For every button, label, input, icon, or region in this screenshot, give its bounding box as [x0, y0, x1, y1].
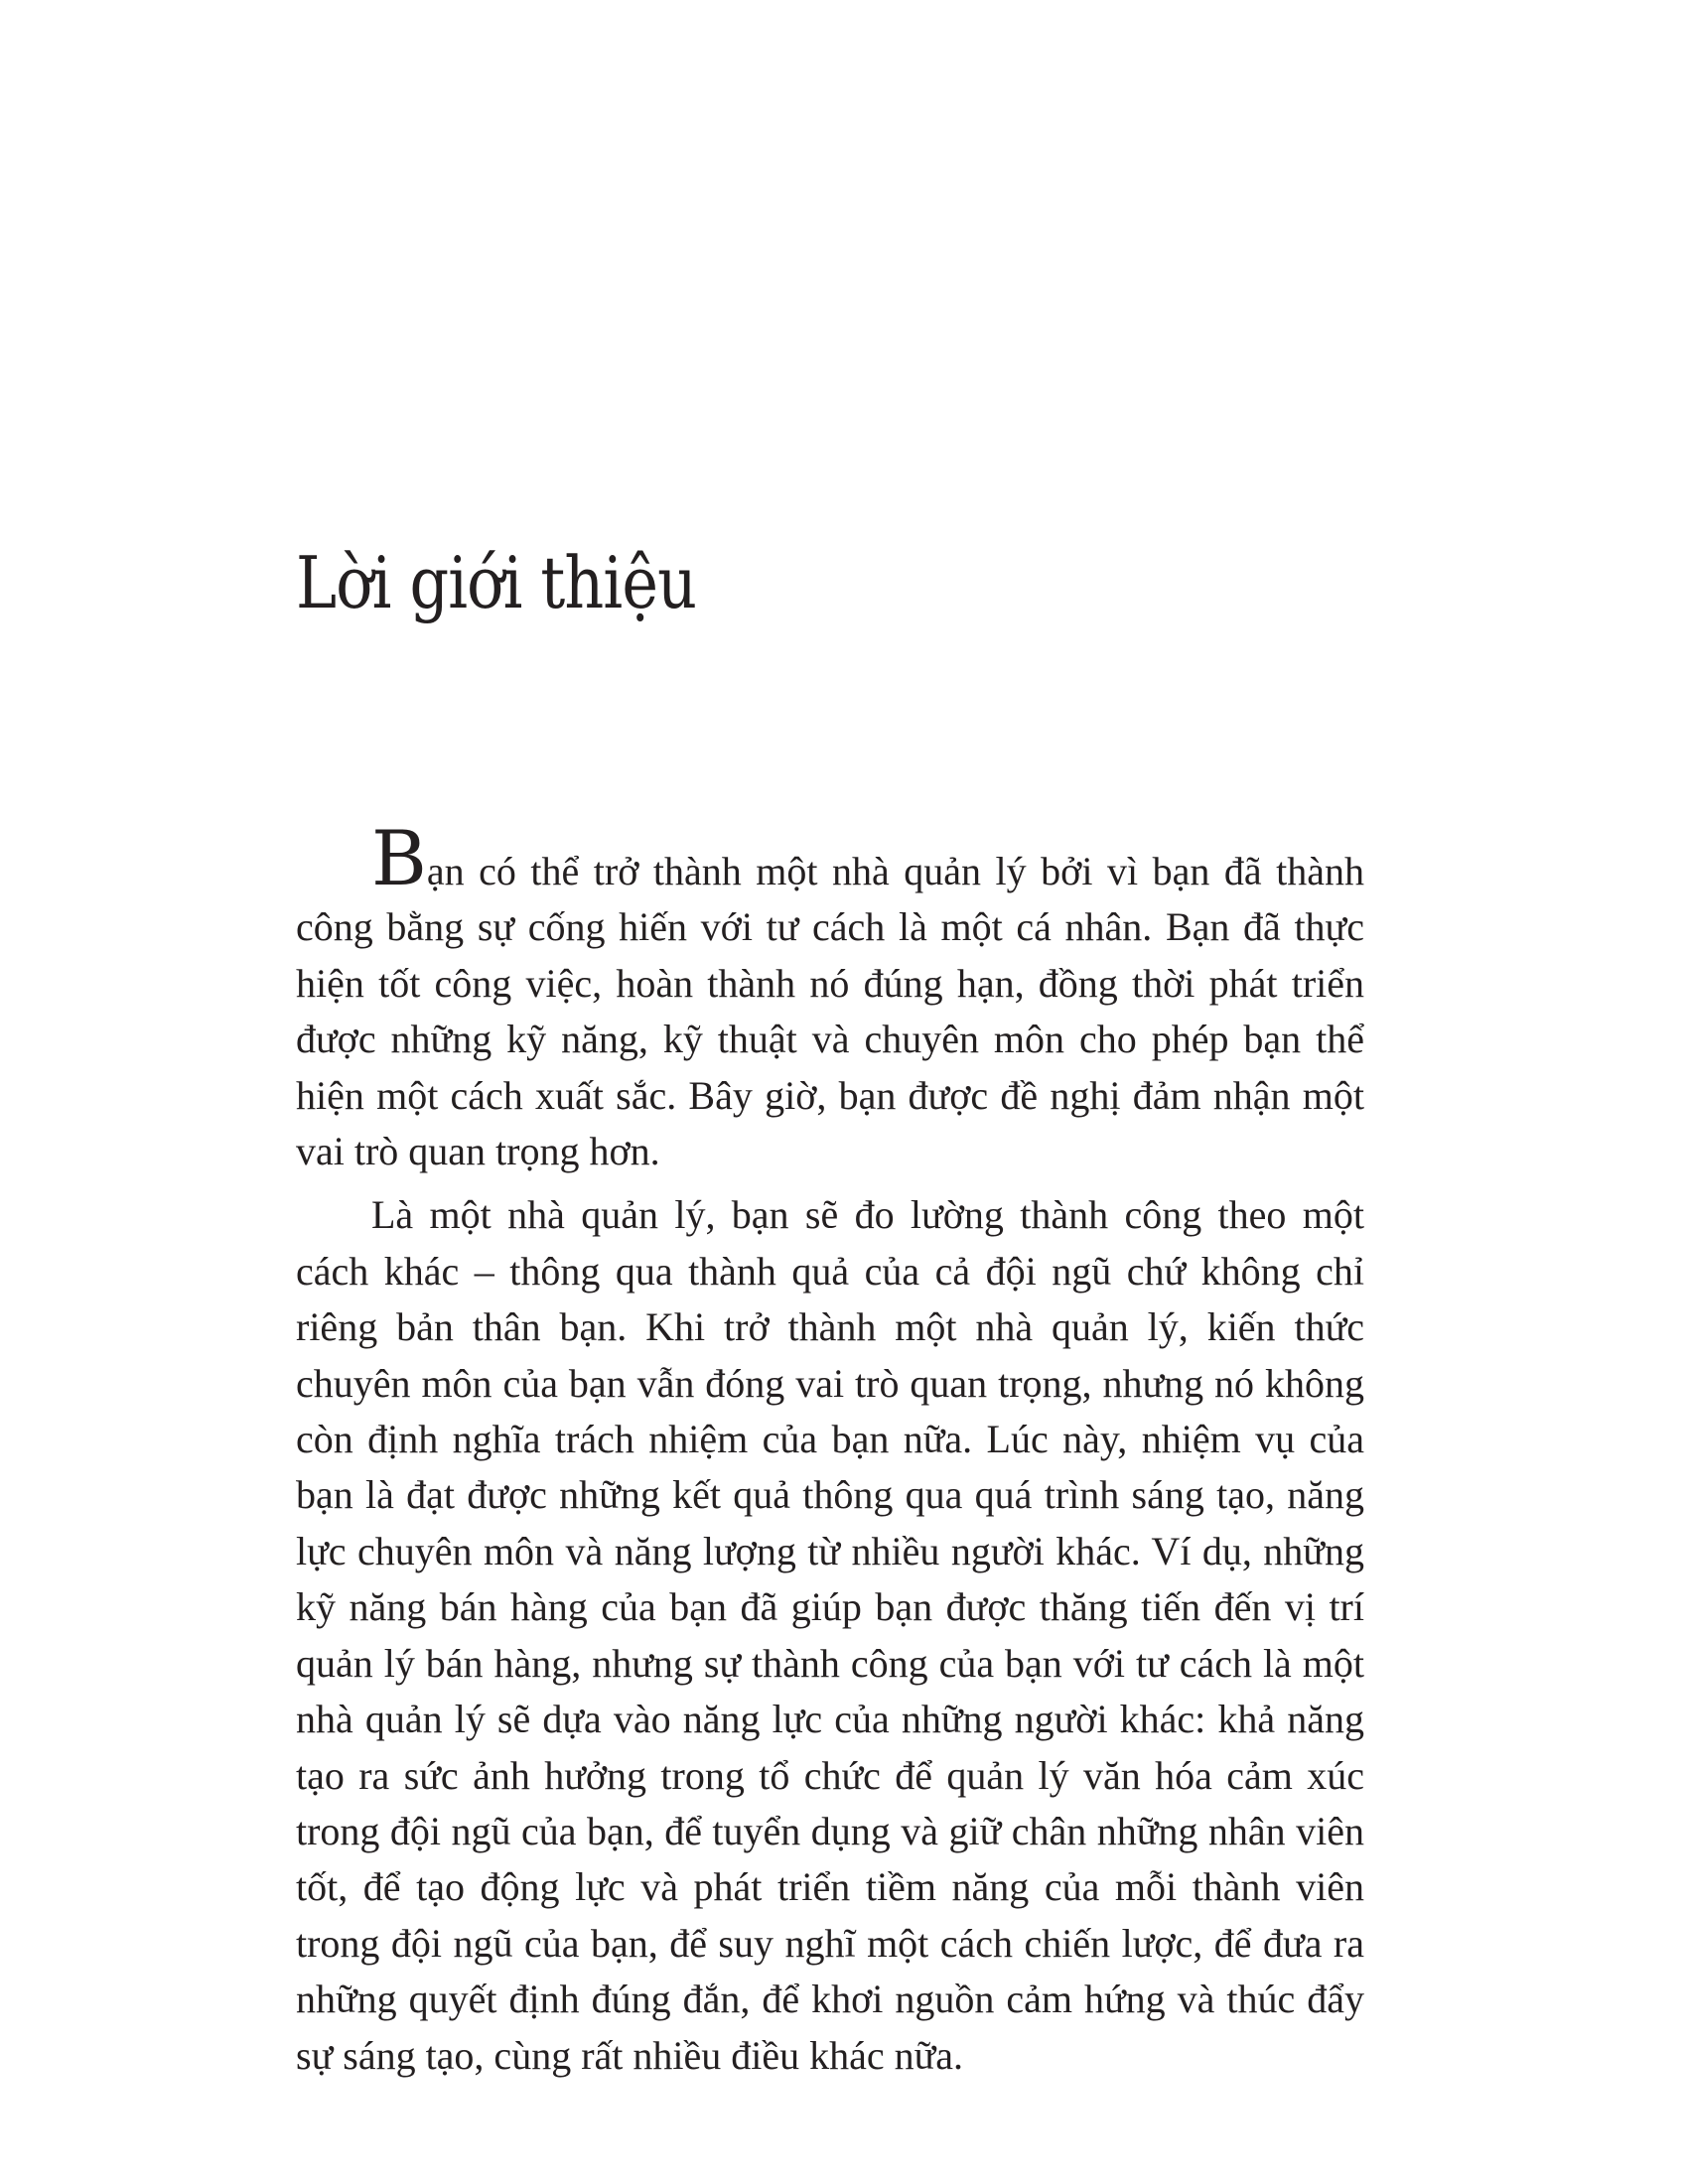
paragraph-1 — [296, 814, 1364, 1179]
chapter-title: Lời giới thiệu — [296, 541, 697, 624]
body-text — [296, 814, 1364, 2084]
paragraph-2 — [296, 1187, 1364, 2084]
paragraph-2-text: Là một nhà quản lý, bạn sẽ đo lường thành công theo một cách khác – thông qua thành quả của cả đội ngũ chứ không chỉ riêng bản thân bạn. Khi trở thành một nhà quản lý, kiến thức chuyên môn của bạn vẫn đóng vai trò quan trọng, nhưng nó không còn định nghĩa trách nhiệm của bạn nữa. Lúc này, nhiệm vụ của bạn là đạt được những kết quả thông qua quá trình sáng tạo, năng lực chuyên môn và năng lượng từ nhiều người khác. Ví dụ, những kỹ năng bán hàng của bạn đã giúp bạn được thăng tiến đến vị trí quản lý bán hàng, nhưng sự thành công của bạn với tư cách là một nhà quản lý sẽ dựa vào năng lực của những người khác: khả năng tạo ra sức ảnh hưởng trong tổ chức để quản lý văn hóa cảm xúc trong đội ngũ của bạn, để tuyển dụng và giữ chân những nhân viên tốt, để tạo động lực và phát triển tiềm năng của mỗi thành viên trong đội ngũ của bạn, để suy nghĩ một cách chiến lược, để đưa ra những quyết định đúng đắn, để khơi nguồn cảm hứng và thúc đẩy sự sáng tạo, cùng rất nhiều điều khác nữa. — [296, 1192, 1364, 2078]
paragraph-1-text: ạn có thể trở thành một nhà quản lý bởi vì bạn đã thành công bằng sự cống hiến với tư cách là một cá nhân. Bạn đã thực hiện tốt công việc, hoàn thành nó đúng hạn, đồng thời phát triển được những kỹ năng, kỹ thuật và chuyên môn cho phép bạn thể hiện một cách xuất sắc. Bây giờ, bạn được đề nghị đảm nhận một vai trò quan trọng hơn. — [296, 849, 1364, 1174]
drop-cap: B — [371, 814, 427, 902]
